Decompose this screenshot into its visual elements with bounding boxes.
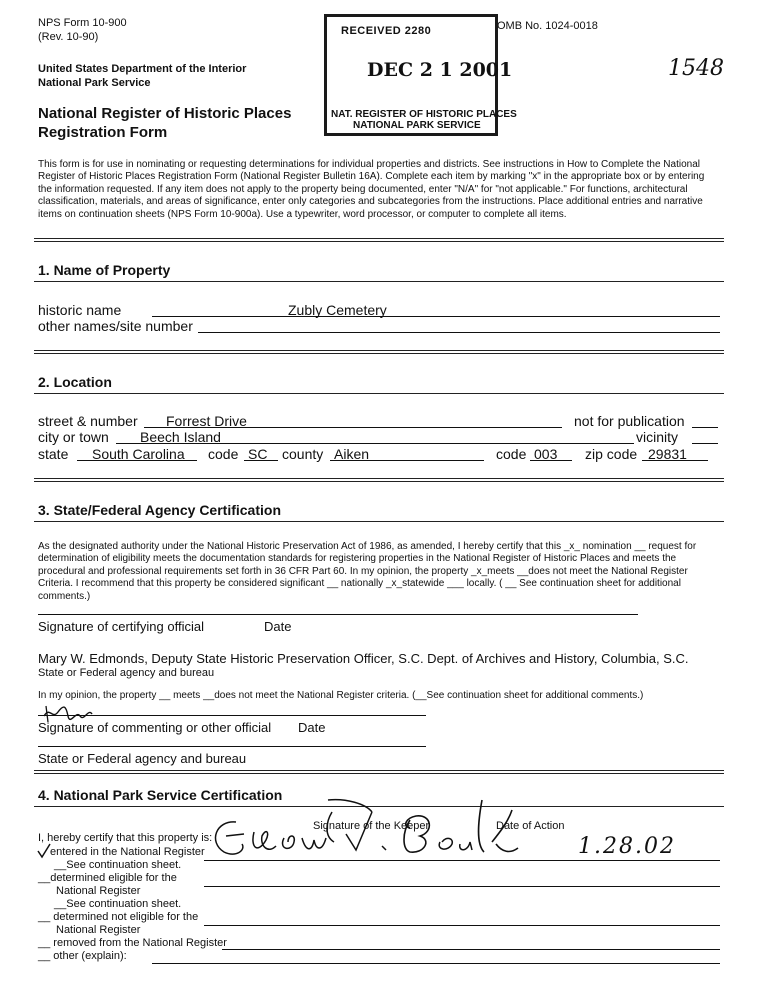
agency-label: State or Federal agency and bureau xyxy=(38,667,215,679)
section-underline xyxy=(34,393,724,394)
section-underline xyxy=(34,281,724,282)
street-label: street & number xyxy=(38,413,138,429)
keeper-signature-label: Signature of the Keeper xyxy=(313,820,430,832)
entry-line xyxy=(204,925,720,926)
divider xyxy=(34,478,724,482)
state-code-value: SC xyxy=(248,446,268,462)
commenting-date-label: Date xyxy=(298,720,326,735)
handwritten-date-of-action: 1.28.02 xyxy=(578,834,676,859)
handwritten-ref-number: 1548 xyxy=(668,56,724,81)
certifying-signature-label: Signature of certifying official xyxy=(38,619,204,634)
other-names-line xyxy=(198,332,720,333)
status-determined-eligible: __determined eligible for the xyxy=(38,872,177,884)
agency2-line xyxy=(38,746,426,747)
department: United States Department of the Interior xyxy=(38,63,247,75)
form-revision: (Rev. 10-90) xyxy=(38,31,99,43)
certify-label: I, hereby certify that this property is: xyxy=(38,832,213,844)
status-not-eligible-nr: National Register xyxy=(56,924,141,936)
status-other: __ other (explain): xyxy=(38,950,127,962)
section-underline xyxy=(34,521,724,522)
service: National Park Service xyxy=(38,77,151,89)
status-entered: entered in the National Register xyxy=(50,846,205,858)
county-code-label: code xyxy=(496,446,527,462)
keeper-signature xyxy=(196,792,526,868)
agency2-label: State or Federal agency and bureau xyxy=(38,751,247,766)
not-for-publication-label: not for publication xyxy=(574,413,685,429)
received-stamp xyxy=(324,14,517,136)
status-determined-eligible-nr: National Register xyxy=(56,885,141,897)
commenting-signature-label: Signature of commenting or other official xyxy=(38,720,272,735)
entry-line xyxy=(204,886,720,887)
county-label: county xyxy=(282,446,324,462)
form-subtitle: Registration Form xyxy=(38,124,168,141)
continuation-2: __See continuation sheet. xyxy=(54,898,182,910)
certification-paragraph: As the designated authority under the National Historic Preservation Act of 1986, as amended, I hereby certify that this _x_ nomination __ request for determination of eligibility meets the documentation standards for registering properties in the National Register of Historic Places and meets the procedural and professional requirements set forth in 36 CFR Part 60. In my opinion, the property _x_meets __does not meet the National Register Criteria. I recommend that this property be considered significant __ nationally _x_statewide ___ locally. ( __ See continuation sheet for additional comments.) xyxy=(38,541,697,602)
status-not-eligible: __ determined not eligible for the xyxy=(38,911,199,923)
stamp-received: RECEIVED 2280 xyxy=(341,25,432,37)
stamp-line1: NAT. REGISTER OF HISTORIC PLACES xyxy=(331,109,517,120)
section4-heading: 4. National Park Service Certification xyxy=(38,787,283,803)
official-name: Mary W. Edmonds, Deputy State Historic Preservation Officer, S.C. Dept. of Archives and History, Columbia, S.C. xyxy=(38,651,689,666)
date-of-action-label: Date of Action xyxy=(496,820,565,832)
form-number: NPS Form 10-900 xyxy=(38,17,127,29)
intro-instructions: This form is for use in nominating or requesting determinations for individual properties and districts. See instructions in How to Complete the National Register of Historic Places Registration Form (National Register Bulletin 16A). Complete each item by marking "x" in the appropriate box or by entering the information requested. If any item does not apply to the property being documented, enter "N/A" for "not applicable." For functions, architectural classification, materials, and areas of significance, enter only categories and subcategories from the instructions. Place additional entries and narrative items on continuation sheets (NPS Form 10-900a). Use a typewriter, word processor, or computer to complete all items. xyxy=(38,159,705,220)
stamp-date: DEC 2 1 2001 xyxy=(367,59,513,81)
county-code-value: 003 xyxy=(534,446,558,462)
omb-number: OMB No. 1024-0018 xyxy=(497,20,598,32)
zip-value: 29831 xyxy=(648,446,687,462)
county-value: Aiken xyxy=(334,446,370,462)
not-for-publication-line xyxy=(692,427,718,428)
stamp-line2: NATIONAL PARK SERVICE xyxy=(353,120,481,131)
historic-name-value: Zubly Cemetery xyxy=(288,302,387,318)
vicinity-label: vicinity xyxy=(636,429,679,445)
vicinity-line xyxy=(692,443,718,444)
entry-line xyxy=(204,860,720,861)
opinion-text: In my opinion, the property __ meets __does not meet the National Register criteria. (__See continuation sheet for additional comments.) xyxy=(38,690,644,701)
state-value: South Carolina xyxy=(92,446,185,462)
divider xyxy=(34,238,724,242)
city-label: city or town xyxy=(38,429,109,445)
continuation-1: __See continuation sheet. xyxy=(54,859,182,871)
status-removed: __ removed from the National Register xyxy=(38,937,227,949)
state-code-label: code xyxy=(208,446,239,462)
section2-heading: 2. Location xyxy=(38,374,112,390)
other-names-label: other names/site number xyxy=(38,318,193,334)
divider xyxy=(34,350,724,354)
street-value: Forrest Drive xyxy=(166,413,247,429)
section3-heading: 3. State/Federal Agency Certification xyxy=(38,502,281,518)
entry-line xyxy=(152,963,720,964)
historic-name-label: historic name xyxy=(38,302,122,318)
historic-name-line xyxy=(152,316,720,317)
commenting-signature-line xyxy=(38,715,426,716)
state-label: state xyxy=(38,446,69,462)
divider xyxy=(34,770,724,774)
certifying-date-label: Date xyxy=(264,619,292,634)
entry-line xyxy=(222,949,720,950)
section1-heading: 1. Name of Property xyxy=(38,262,171,278)
certifying-signature-line xyxy=(38,614,638,615)
city-value: Beech Island xyxy=(140,429,221,445)
form-title: National Register of Historic Places xyxy=(38,105,292,122)
zip-label: zip code xyxy=(585,446,638,462)
